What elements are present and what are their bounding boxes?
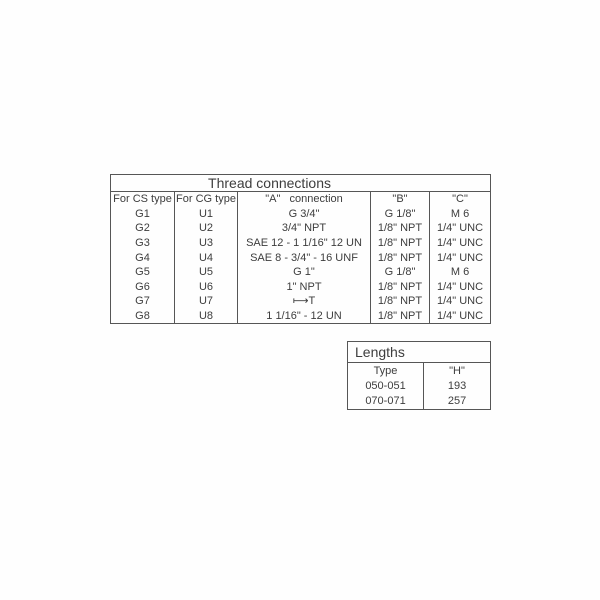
b-connection-cell: 1/8" NPT [371, 294, 430, 309]
lengths-table-row [348, 378, 491, 393]
thread-column-header: "C" [430, 192, 491, 207]
thread-table-row [111, 250, 491, 265]
c-connection-cell: 1/4" UNC [430, 236, 491, 251]
cs-type-cell: G1 [135, 207, 150, 220]
lengths-table-row [348, 394, 491, 410]
c-connection-cell: 1/4" UNC [430, 250, 491, 265]
thread-column-header: For CS type [111, 192, 175, 207]
cs-type-cell: G7 [135, 295, 150, 308]
lengths-table-title-row [348, 342, 491, 363]
cs-type-cell: G5 [135, 266, 150, 279]
thread-table-row [111, 294, 491, 309]
cg-type-cell: U3 [175, 236, 238, 251]
cg-type-cell: U6 [175, 280, 238, 295]
c-connection-cell: 1/4" UNC [430, 309, 491, 324]
b-connection-cell: G 1/8" [371, 265, 430, 280]
lengths-column-header: "H" [424, 363, 491, 379]
a-connection-cell: G 1" [238, 265, 371, 280]
thread-table-title-row [111, 175, 491, 192]
cs-type-cell: G2 [135, 222, 150, 235]
a-connection-cell: ⟼T [238, 294, 371, 309]
c-connection-cell: M 6 [430, 207, 491, 222]
h-value-cell: 257 [424, 394, 491, 410]
type-cell: 050-051 [365, 379, 406, 392]
thread-table-row [111, 309, 491, 324]
b-connection-cell: 1/8" NPT [371, 221, 430, 236]
thread-column-header: "B" [371, 192, 430, 207]
thread-column-header: For CG type [176, 193, 236, 206]
lengths-table [347, 341, 491, 410]
cg-type-cell: U4 [175, 250, 238, 265]
lengths-table-header-row [348, 363, 491, 379]
a-connection-cell: G 3/4" [238, 207, 371, 222]
a-connection-cell: 1" NPT [238, 280, 371, 295]
thread-table-row [111, 221, 491, 236]
cs-type-cell: G6 [135, 280, 150, 293]
c-connection-cell: M 6 [430, 265, 491, 280]
c-connection-cell: 1/4" UNC [430, 294, 491, 309]
cs-type-cell: G8 [135, 310, 150, 322]
thread-table-header-row [111, 192, 491, 207]
cg-type-cell: U1 [175, 207, 238, 222]
a-connection-cell: 3/4" NPT [238, 221, 371, 236]
a-connection-cell: SAE 12 - 1 1/16" 12 UN [238, 236, 371, 251]
thread-table-row [111, 236, 491, 251]
thread-connections-table [110, 174, 491, 324]
lengths-column-header: Type [348, 363, 424, 379]
c-connection-cell: 1/4" UNC [430, 221, 491, 236]
cg-type-cell: U2 [175, 221, 238, 236]
h-value-cell: 193 [424, 378, 491, 393]
cs-type-cell: G3 [135, 237, 150, 250]
thread-table-row [111, 280, 491, 295]
thread-table-title: Thread connections [111, 175, 491, 192]
c-connection-cell: 1/4" UNC [430, 280, 491, 295]
b-connection-cell: 1/8" NPT [371, 309, 430, 324]
type-cell: 070-071 [365, 395, 406, 408]
a-connection-cell: SAE 8 - 3/4" - 16 UNF [238, 250, 371, 265]
lengths-table-title: Lengths [348, 342, 491, 363]
thread-table-row [111, 207, 491, 222]
cs-type-cell: G4 [135, 251, 150, 264]
thread-column-header: "A" connection [238, 192, 371, 207]
b-connection-cell: 1/8" NPT [371, 280, 430, 295]
thread-table-row [111, 265, 491, 280]
a-connection-cell: 1 1/16" - 12 UN [238, 309, 371, 324]
cg-type-cell: U5 [175, 265, 238, 280]
b-connection-cell: 1/8" NPT [371, 236, 430, 251]
b-connection-cell: G 1/8" [371, 207, 430, 222]
cg-type-cell: U8 [175, 309, 238, 324]
cg-type-cell: U7 [175, 294, 238, 309]
b-connection-cell: 1/8" NPT [371, 250, 430, 265]
